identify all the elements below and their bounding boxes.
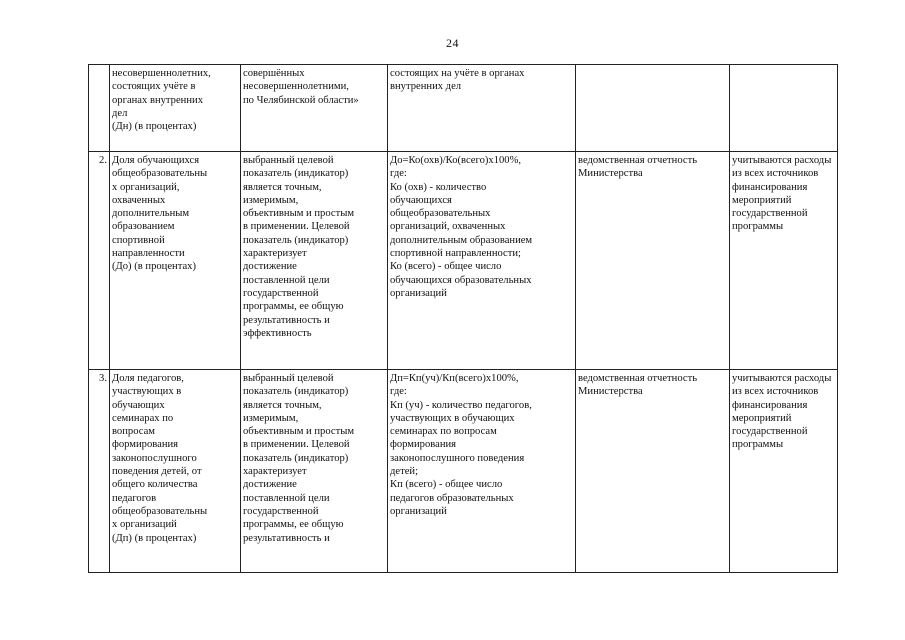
indicator-cell: Доля обучающихся общеобразовательны х организаций, охваченных дополнительным образованием спортивной направленности (До) (в процентах) [110, 152, 241, 370]
method-cell: До=Ко(охв)/Ко(всего)х100%, где: Ко (охв) - количество обучающихся общеобразовательных организаций, охваченных дополнительным образованием спортивной направленности; Ко (всего) - общее число обучающихся образовательных организаций [388, 152, 576, 370]
row-number-cell [89, 65, 110, 152]
source-cell: ведомственная отчетность Министерства [576, 370, 730, 573]
indicator-cell: несовершеннолетних, состоящих учёте в органах внутренних дел (Дн) (в процентах) [110, 65, 241, 152]
table-row [89, 370, 838, 573]
note-cell [730, 65, 838, 152]
justification-cell: выбранный целевой показатель (индикатор) является точным, измеримым, объективным и простым в применении. Целевой показатель (индикатор) характеризует достижение поставленной цели государственной программы, ее общую результативность и [241, 370, 388, 573]
note-cell: учитываются расходы из всех источников финансирования мероприятий государственной программы [730, 152, 838, 370]
method-cell: состоящих на учёте в органах внутренних дел [388, 65, 576, 152]
row-number-cell: 2. [89, 152, 110, 370]
table-row [89, 152, 838, 370]
indicators-table [88, 64, 838, 573]
justification-cell: совершённых несовершеннолетними, по Челябинской области» [241, 65, 388, 152]
source-cell: ведомственная отчетность Министерства [576, 152, 730, 370]
indicator-cell: Доля педагогов, участвующих в обучающих семинарах по вопросам формирования законопослушного поведения детей, от общего количества педагогов общеобразовательны х организаций (Дп) (в процентах) [110, 370, 241, 573]
note-cell: учитываются расходы из всех источников финансирования мероприятий государственной программы [730, 370, 838, 573]
table-row [89, 65, 838, 152]
source-cell [576, 65, 730, 152]
page-number: 24 [446, 36, 459, 50]
justification-cell: выбранный целевой показатель (индикатор) является точным, измеримым, объективным и простым в применении. Целевой показатель (индикатор) характеризует достижение поставленной цели государственной программы, ее общую результативность и эффективность [241, 152, 388, 370]
row-number-cell: 3. [89, 370, 110, 573]
method-cell: Дп=Кп(уч)/Кп(всего)х100%, где: Кп (уч) - количество педагогов, участвующих в обучающих семинарах по вопросам формирования законопослушного поведения детей; Кп (всего) - общее число педагогов образовательных организаций [388, 370, 576, 573]
